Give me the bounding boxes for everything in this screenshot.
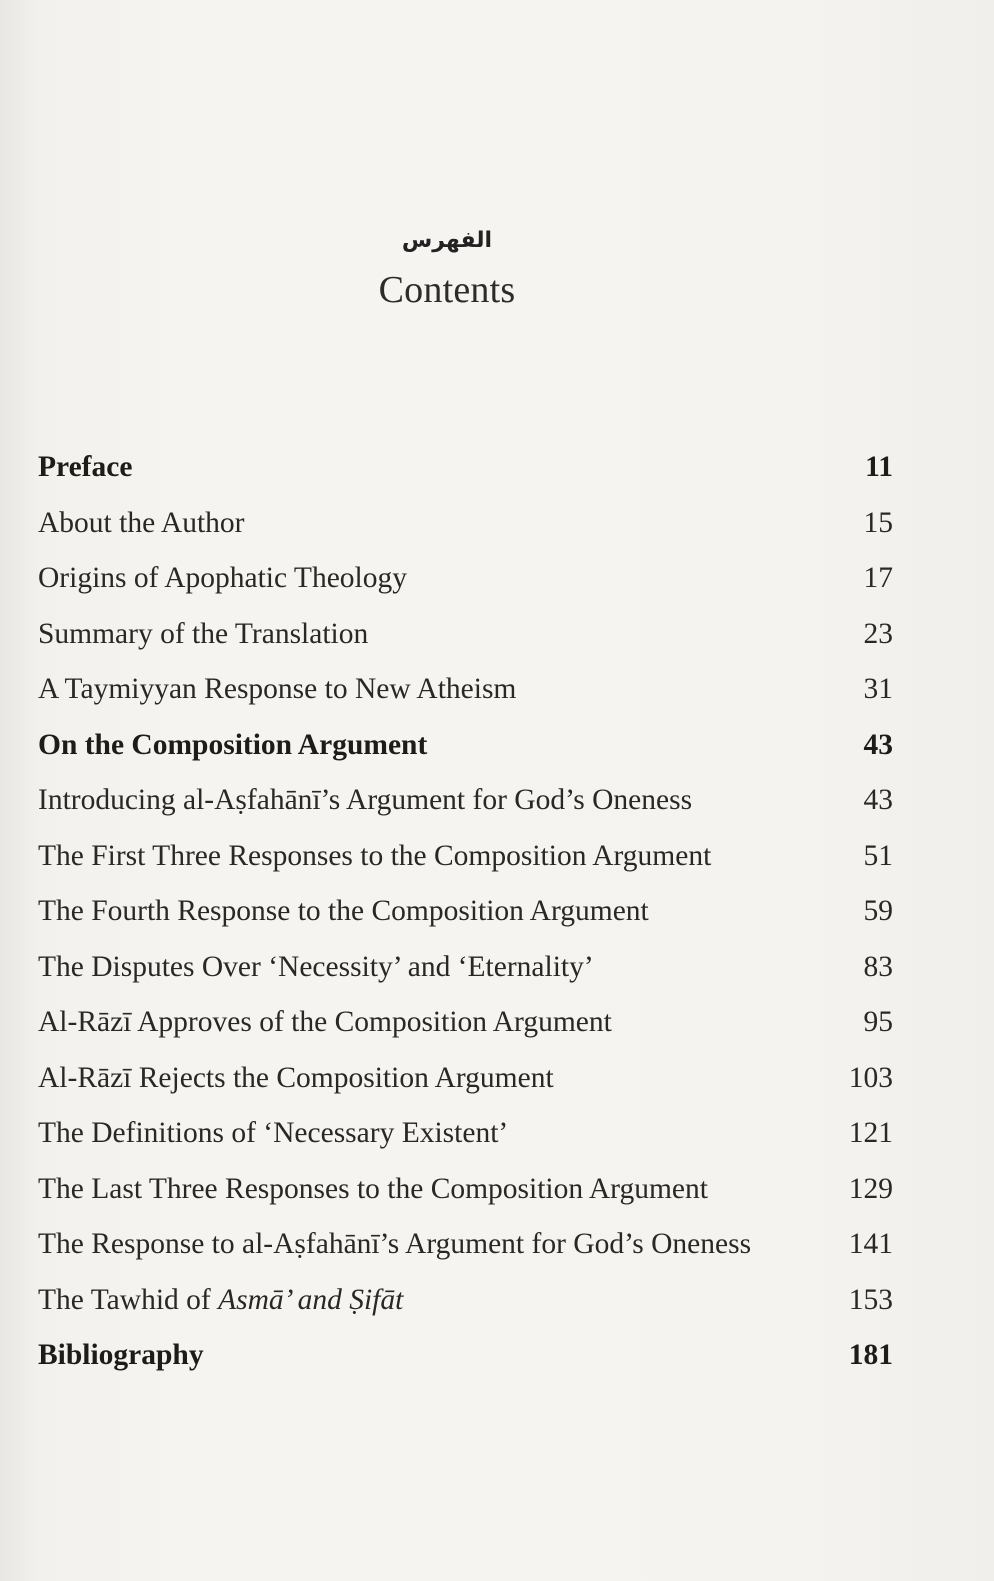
toc-entry bbox=[38, 884, 893, 940]
toc-entry-page: 23 bbox=[863, 617, 893, 650]
toc-entry-page: 59 bbox=[863, 895, 893, 927]
toc-entry-page: 95 bbox=[863, 1006, 893, 1038]
toc-entry bbox=[38, 1328, 893, 1384]
toc-entry bbox=[38, 1273, 893, 1329]
toc-entry-page: 11 bbox=[865, 451, 893, 483]
toc-entry-page: 43 bbox=[863, 784, 893, 816]
toc-entry-title: Preface bbox=[38, 451, 133, 483]
toc-entry bbox=[38, 995, 893, 1051]
toc-entry bbox=[38, 829, 893, 885]
toc-entry-page: 43 bbox=[863, 728, 893, 761]
toc-entry-page: 51 bbox=[863, 839, 893, 872]
toc-entry-page: 83 bbox=[863, 950, 893, 983]
toc-entry-title-italic: Asmā’ and Ṣifāt bbox=[218, 1283, 404, 1316]
toc-entry-page: 121 bbox=[848, 1117, 893, 1149]
toc-entry-page: 129 bbox=[848, 1172, 893, 1205]
toc-entry-title: The Fourth Response to the Composition Argument bbox=[38, 895, 649, 927]
toc-entry-page: 17 bbox=[863, 562, 893, 594]
arabic-title: الفهرس bbox=[401, 228, 493, 253]
toc-entry-title: Origins of Apophatic Theology bbox=[38, 562, 407, 594]
toc-entry-page: 141 bbox=[848, 1228, 893, 1260]
table-of-contents bbox=[38, 440, 893, 1384]
toc-entry bbox=[38, 718, 893, 774]
toc-entry-page: 31 bbox=[863, 673, 893, 705]
toc-entry-title-wrapper bbox=[38, 1273, 403, 1329]
toc-entry bbox=[38, 1051, 893, 1107]
toc-entry-title: Al-Rāzī Approves of the Composition Argument bbox=[38, 1006, 612, 1038]
page-title: Contents bbox=[378, 269, 516, 311]
toc-entry-page: 181 bbox=[848, 1339, 893, 1371]
toc-entry bbox=[38, 1217, 893, 1273]
toc-entry-title: About the Author bbox=[38, 506, 245, 539]
toc-entry-title: The Response to al-Aṣfahānī’s Argument for God’s Oneness bbox=[38, 1228, 752, 1260]
toc-entry bbox=[38, 1106, 893, 1162]
toc-entry-title: The Last Three Responses to the Composition Argument bbox=[38, 1172, 708, 1205]
toc-entry bbox=[38, 496, 893, 552]
toc-entry bbox=[38, 662, 893, 718]
toc-entry-page: 15 bbox=[863, 506, 893, 539]
toc-entry bbox=[38, 1162, 893, 1218]
toc-entry bbox=[38, 607, 893, 663]
toc-entry-title: Summary of the Translation bbox=[38, 617, 369, 650]
toc-entry bbox=[38, 551, 893, 607]
toc-entry-title: The Tawhid of bbox=[38, 1283, 219, 1316]
toc-entry-title: A Taymiyyan Response to New Atheism bbox=[38, 673, 517, 705]
toc-entry bbox=[38, 940, 893, 996]
toc-entry-page: 153 bbox=[848, 1283, 893, 1316]
toc-entry-title: Al-Rāzī Rejects the Composition Argument bbox=[38, 1061, 554, 1094]
toc-entry-title: The First Three Responses to the Composition Argument bbox=[38, 839, 712, 872]
toc-entry-title: On the Composition Argument bbox=[38, 728, 428, 761]
toc-entry-page: 103 bbox=[848, 1061, 893, 1094]
toc-entry-title: Introducing al-Aṣfahānī’s Argument for God’s Oneness bbox=[38, 784, 693, 816]
toc-entry-title: The Definitions of ‘Necessary Existent’ bbox=[38, 1117, 509, 1149]
toc-entry bbox=[38, 773, 893, 829]
toc-entry-title: The Disputes Over ‘Necessity’ and ‘Eternality’ bbox=[38, 950, 594, 983]
toc-entry bbox=[38, 440, 893, 496]
toc-entry-title: Bibliography bbox=[38, 1339, 204, 1371]
